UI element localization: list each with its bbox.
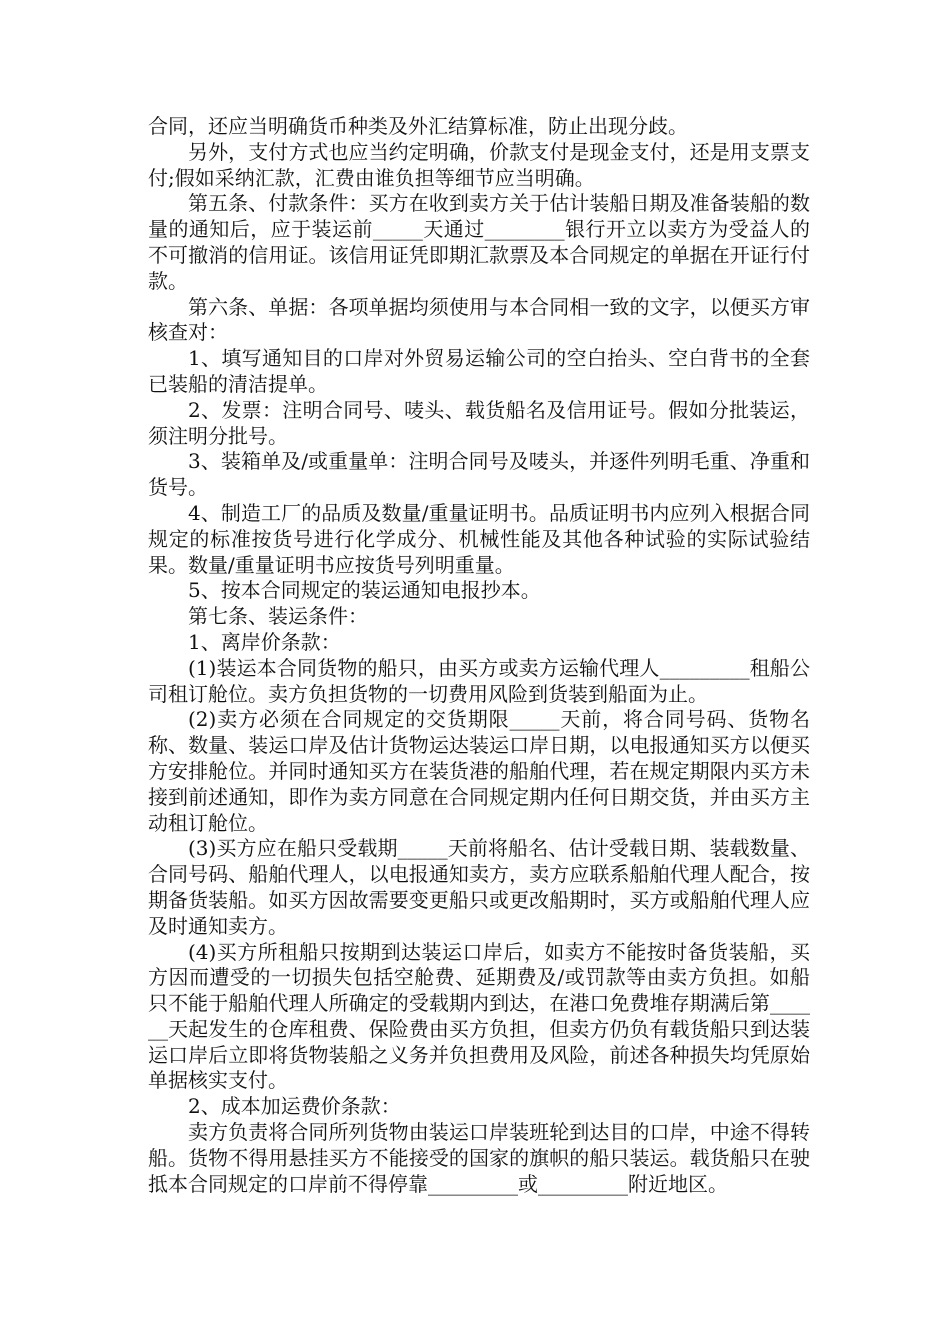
paragraph-document-item-3: 3、装箱单及/或重量单：注明合同号及唛头，并逐件列明毛重、净重和货号。 — [148, 449, 810, 500]
paragraph-fob-item-2: (2)卖方必须在合同规定的交货期限_____天前，将合同号码、货物名称、数量、装运口岸及估计货物运达装运口岸日期，以电报通知买方以便买方安排舱位。并同时通知买方在装货港的船舶代理，若在规定期限内买方未接到前述通知，即作为卖方同意在合同规定期内任何日期交货，并由买方主动租订舱位。 — [148, 707, 810, 835]
paragraph-document-item-2: 2、发票：注明合同号、唛头、载货船名及信用证号。假如分批装运，须注明分批号。 — [148, 397, 810, 448]
paragraph-fob-item-4: (4)买方所租船只按期到达装运口岸后，如卖方不能按时备货装船，买方因而遭受的一切损失包括空舱费、延期费及/或罚款等由卖方负担。如船只不能于船舶代理人所确定的受载期内到达，在港口免费堆存期满后第______天起发生的仓库租费、保险费由买方负担，但卖方仍负有载货船只到达装运口岸后立即将货物装船之义务并负担费用及风险，前述各种损失均凭原始单据核实支付。 — [148, 939, 810, 1093]
paragraph-fob-item-3: (3)买方应在船只受载期_____天前将船名、估计受载日期、装载数量、合同号码、船舶代理人，以电报通知卖方，卖方应联系船舶代理人配合，按期备货装船。如买方因故需要变更船只或更改船期时，买方或船舶代理人应及时通知卖方。 — [148, 836, 810, 938]
paragraph-article-7-heading: 第七条、装运条件： — [188, 604, 368, 629]
paragraph-cfr-heading: 2、成本加运费价条款： — [188, 1094, 401, 1119]
paragraph-payment-method: 另外，支付方式也应当约定明确，价款支付是现金支付，还是用支票支付;假如采纳汇款，汇费由谁负担等细节应当明确。 — [148, 139, 810, 190]
paragraph-fob-item-1: (1)装运本合同货物的船只，由买方或卖方运输代理人_________租船公司租订舱位。卖方负担货物的一切费用风险到货装到船面为止。 — [148, 655, 810, 706]
document-body — [148, 114, 810, 1197]
paragraph-cfr-body: 卖方负责将合同所列货物由装运口岸装班轮到达目的口岸，中途不得转船。货物不得用悬挂买方不能接受的国家的旗帜的船只装运。载货船只在驶抵本合同规定的口岸前不得停靠_________或_________附近地区。 — [148, 1120, 810, 1196]
paragraph-document-item-4: 4、制造工厂的品质及数量/重量证明书。品质证明书内应列入根据合同规定的标准按货号进行化学成分、机械性能及其他各种试验的实际试验结果。数量/重量证明书应按货号列明重量。 — [148, 500, 810, 577]
paragraph-document-item-5: 5、按本合同规定的装运通知电报抄本。 — [188, 578, 541, 603]
paragraph-article-5-payment-terms: 第五条、付款条件：买方在收到卖方关于估计装船日期及准备装船的数量的通知后，应于装运前_____天通过________银行开立以卖方为受益人的不可撤消的信用证。该信用证凭即期汇款票及本合同规定的单据在开证行付款。 — [148, 191, 810, 293]
paragraph-article-6-documents: 第六条、单据：各项单据均须使用与本合同相一致的文字，以便买方审核查对： — [148, 294, 810, 345]
paragraph-fob-heading: 1、离岸价条款： — [188, 629, 341, 654]
paragraph-document-item-1: 1、填写通知目的口岸对外贸易运输公司的空白抬头、空白背书的全套已装船的清洁提单。 — [148, 346, 810, 396]
paragraph-currency-clause: 合同，还应当明确货币种类及外汇结算标准，防止出现分歧。 — [148, 114, 688, 138]
